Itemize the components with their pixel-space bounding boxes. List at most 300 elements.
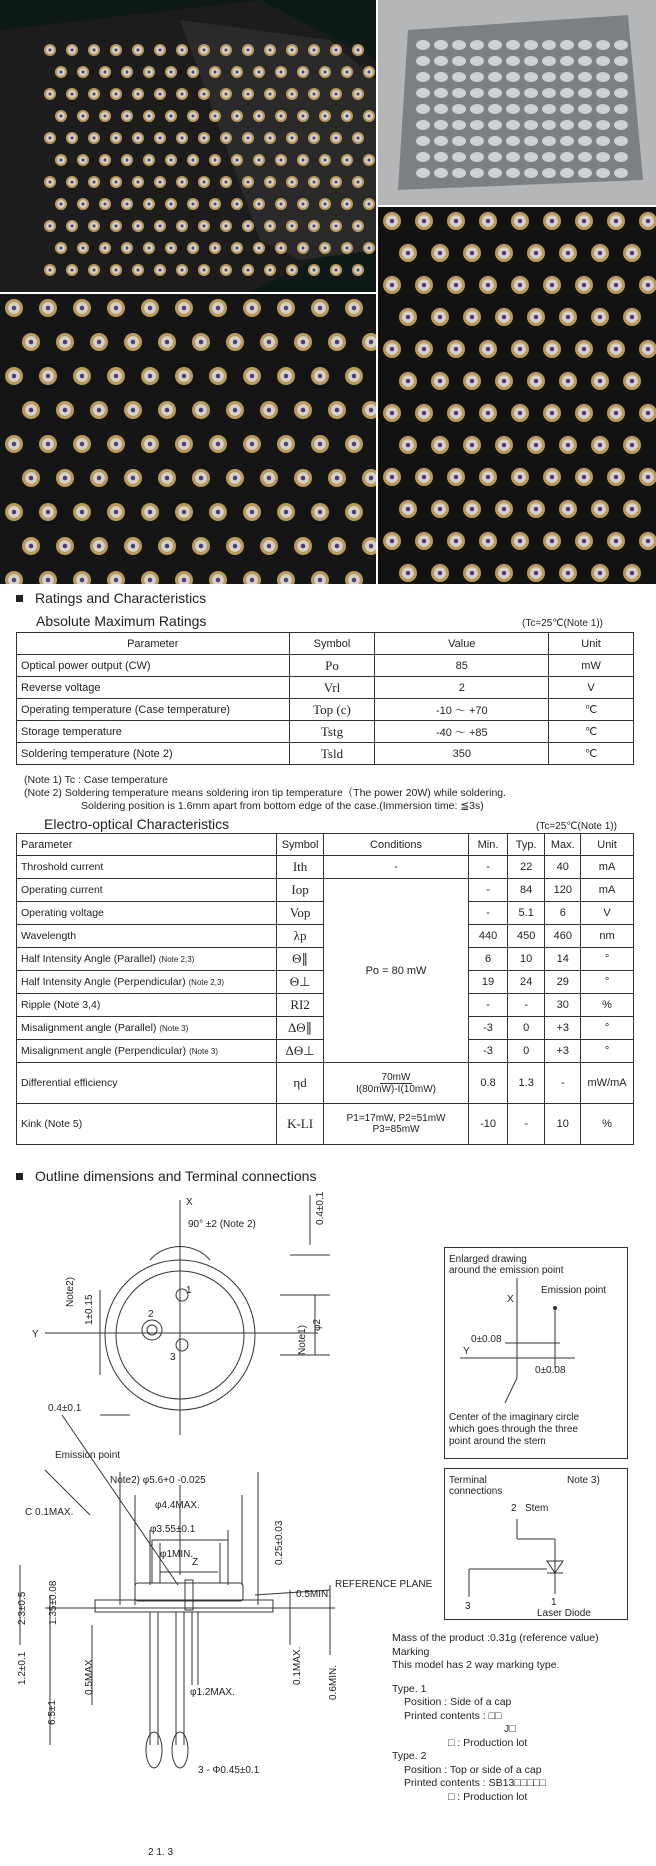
laser-diode-can	[639, 340, 656, 358]
laser-diode-can	[209, 299, 227, 317]
bag-bump	[470, 40, 484, 50]
bag-bump	[434, 40, 448, 50]
laser-diode-can	[286, 44, 298, 56]
bag-bump	[434, 120, 448, 130]
bag-bump	[506, 168, 520, 178]
laser-diode-can	[294, 333, 312, 351]
laser-diode-can	[511, 404, 529, 422]
eoc-typ-cell: 1.3	[507, 1063, 545, 1104]
laser-diode-can	[399, 372, 417, 390]
eoc-unit-cell: nm	[581, 925, 634, 948]
terminal-pin3: 3	[465, 1601, 471, 1612]
eoc-min-cell: -	[469, 902, 508, 925]
laser-diode-can	[66, 44, 78, 56]
header-typ: Typ.	[507, 834, 545, 856]
bag-bump	[560, 104, 574, 114]
bag-bump	[506, 56, 520, 66]
terminal-title-2: connections	[449, 1486, 503, 1497]
eoc-typ-cell: -	[507, 994, 545, 1017]
bag-bump	[524, 56, 538, 66]
laser-diode-can	[124, 537, 142, 555]
laser-diode-can	[198, 88, 210, 100]
laser-diode-can	[286, 88, 298, 100]
laser-diode-can	[363, 154, 375, 166]
ratings-symbol-cell: Po	[289, 655, 375, 677]
laser-diode-can	[311, 571, 329, 584]
laser-diode-can	[463, 244, 481, 262]
laser-diode-can	[110, 220, 122, 232]
bag-bump	[506, 104, 520, 114]
laser-diode-can	[415, 340, 433, 358]
laser-diode-can	[22, 469, 40, 487]
laser-diode-can	[607, 212, 625, 230]
header-unit: Unit	[581, 834, 634, 856]
laser-diode-can	[286, 264, 298, 276]
laser-diode-can	[527, 308, 545, 326]
laser-diode-can	[362, 333, 376, 351]
laser-diode-can	[319, 66, 331, 78]
terminal-pin1: 1	[551, 1597, 557, 1608]
dim-025-label: 0.25±0.03	[274, 1520, 285, 1565]
phi12-label: φ1.2MAX.	[190, 1687, 235, 1698]
laser-diode-can	[330, 44, 342, 56]
laser-diode-can	[124, 469, 142, 487]
laser-diode-can	[88, 88, 100, 100]
dim-05min-label: 0.5MIN.	[296, 1589, 332, 1600]
eoc-symbol-cell: Θ⊥	[277, 971, 323, 994]
bag-bump	[416, 152, 430, 162]
laser-diode-can	[209, 154, 221, 166]
bag-bump	[488, 56, 502, 66]
bag-bump	[416, 72, 430, 82]
bag-bump	[578, 72, 592, 82]
laser-diode-can	[77, 154, 89, 166]
laser-diode-can	[154, 88, 166, 100]
laser-diode-can	[447, 532, 465, 550]
eoc-symbol-cell: λp	[277, 925, 323, 948]
laser-diode-can	[543, 276, 561, 294]
eoc-efficiency-condition-cell	[323, 1063, 468, 1104]
laser-diode-can	[143, 242, 155, 254]
laser-diode-can	[44, 132, 56, 144]
bag-bump	[614, 168, 628, 178]
enlarged-caption-3: point around the stem	[449, 1436, 546, 1447]
laser-diode-can	[187, 66, 199, 78]
bag-bump	[542, 88, 556, 98]
laser-diode-can	[463, 500, 481, 518]
square-bullet-icon	[16, 595, 23, 602]
laser-diode-can	[511, 468, 529, 486]
eoc-max-cell: +3	[545, 1040, 581, 1063]
laser-diode-can	[154, 44, 166, 56]
bag-bump	[488, 40, 502, 50]
bag-bump	[434, 104, 448, 114]
bag-bump	[506, 152, 520, 162]
laser-diode-can	[132, 220, 144, 232]
laser-diode-can	[328, 469, 346, 487]
laser-diode-can	[311, 367, 329, 385]
laser-diode-can	[362, 469, 376, 487]
laser-diode-can	[575, 212, 593, 230]
laser-diode-can	[543, 404, 561, 422]
bag-bump	[434, 88, 448, 98]
laser-diode-can	[55, 198, 67, 210]
laser-diode-can	[175, 571, 193, 584]
closeup-photo-right	[378, 207, 656, 584]
absolute-max-ratings-table	[16, 632, 634, 765]
laser-diode-can	[56, 401, 74, 419]
bag-bump	[578, 136, 592, 146]
bag-bump	[524, 120, 538, 130]
laser-diode-can	[121, 242, 133, 254]
laser-diode-can	[607, 532, 625, 550]
eoc-unit-cell: °	[581, 1017, 634, 1040]
laser-diode-can	[110, 132, 122, 144]
eoc-min-cell: 0.8	[469, 1063, 508, 1104]
laser-diode-can	[55, 110, 67, 122]
laser-diode-can	[319, 198, 331, 210]
laser-diode-can	[591, 500, 609, 518]
dim-12-label: 1.2±0.1	[17, 1651, 28, 1685]
laser-diode-can	[175, 299, 193, 317]
eoc-param-note: (Note 3)	[189, 1047, 218, 1056]
laser-diode-can	[330, 132, 342, 144]
bag-bump	[578, 120, 592, 130]
enlarged-drawing-box	[444, 1247, 628, 1459]
laser-diode-can	[286, 176, 298, 188]
laser-diode-can	[5, 503, 23, 521]
laser-diode-can	[132, 44, 144, 56]
bag-bump	[524, 152, 538, 162]
laser-diode-can	[479, 340, 497, 358]
laser-diode-can	[341, 154, 353, 166]
bag-bump	[614, 120, 628, 130]
eoc-max-cell: 14	[545, 948, 581, 971]
note-2a: (Note 2) Soldering temperature means soldering iron tip temperature（The power 20W) while soldering.	[24, 787, 507, 799]
laser-diode-can	[209, 110, 221, 122]
eoc-min-cell: 440	[469, 925, 508, 948]
laser-diode-can	[242, 264, 254, 276]
laser-diode-can	[311, 299, 329, 317]
laser-diode-can	[319, 154, 331, 166]
laser-diode-can	[243, 571, 261, 584]
laser-diode-can	[294, 469, 312, 487]
ratings-section-title: Ratings and Characteristics	[16, 590, 206, 606]
laser-diode-can	[141, 435, 159, 453]
laser-diode-can	[352, 88, 364, 100]
eoc-param-note: (Note 2,3)	[188, 978, 225, 987]
laser-diode-can	[220, 88, 232, 100]
bag-bump	[488, 120, 502, 130]
laser-diode-can	[132, 132, 144, 144]
bag-bump	[578, 56, 592, 66]
enlarged-title-1: Enlarged drawing	[449, 1254, 527, 1265]
eoc-max-cell: 30	[545, 994, 581, 1017]
laser-diode-can	[463, 308, 481, 326]
laser-diode-can	[543, 212, 561, 230]
laser-diode-can	[5, 299, 23, 317]
ratings-param-cell: Storage temperature	[17, 721, 290, 743]
ratings-value-cell: -40 ～ +85	[375, 721, 549, 743]
package-photo	[378, 0, 656, 205]
laser-diode-can	[231, 110, 243, 122]
laser-diode-can	[198, 132, 210, 144]
laser-diode-can	[121, 66, 133, 78]
eoc-typ-cell: 0	[507, 1017, 545, 1040]
laser-diode-can	[99, 198, 111, 210]
amr-condition: (Tc=25℃(Note 1))	[522, 618, 603, 629]
laser-diode-can	[124, 401, 142, 419]
laser-diode-can	[192, 537, 210, 555]
laser-diode-can	[575, 532, 593, 550]
laser-diode-can	[253, 242, 265, 254]
laser-diode-can	[447, 468, 465, 486]
type1-contents: Printed contents : □□	[404, 1709, 502, 1722]
laser-diode-can	[345, 367, 363, 385]
bag-bump	[542, 72, 556, 82]
dim-04-bottom: 0.4±0.1	[48, 1403, 82, 1414]
eoc-min-cell: -10	[469, 1104, 508, 1145]
eoc-typ-cell: -	[507, 1104, 545, 1145]
laser-diode-can	[511, 340, 529, 358]
eoc-symbol-cell: Ith	[277, 856, 323, 879]
eoc-unit-cell: %	[581, 1104, 634, 1145]
laser-diode-can	[495, 308, 513, 326]
terminal-stem-label: Stem	[525, 1503, 549, 1514]
laser-diode-can	[55, 66, 67, 78]
laser-diode-can	[242, 220, 254, 232]
amr-notes	[24, 774, 506, 813]
bag-bump	[560, 40, 574, 50]
laser-diode-can	[175, 367, 193, 385]
type1-lot: □ : Production lot	[448, 1736, 528, 1749]
eoc-max-cell: -	[545, 1063, 581, 1104]
laser-diode-can	[399, 564, 417, 582]
ratings-value-cell: 85	[375, 655, 549, 677]
laser-diode-can	[308, 44, 320, 56]
laser-diode-can	[90, 401, 108, 419]
dim-04-top: 0.4±0.1	[315, 1191, 326, 1225]
type2-lot: □ : Production lot	[448, 1790, 528, 1803]
laser-diode-can	[415, 532, 433, 550]
bag-bump	[470, 136, 484, 146]
laser-diode-can	[175, 435, 193, 453]
laser-diode-can	[264, 88, 276, 100]
eoc-param-cell	[17, 925, 277, 948]
laser-diode-can	[495, 372, 513, 390]
laser-diode-can	[143, 198, 155, 210]
type2-title: Type. 2	[392, 1750, 427, 1762]
laser-diode-can	[154, 176, 166, 188]
laser-diode-can	[77, 66, 89, 78]
laser-diode-can	[639, 276, 656, 294]
laser-diode-can	[158, 333, 176, 351]
laser-diode-can	[77, 242, 89, 254]
laser-diode-can	[264, 44, 276, 56]
amr-title: Absolute Maximum Ratings	[36, 613, 207, 629]
table-header-row	[17, 834, 634, 856]
dim-23-label: 2.3±0.5	[17, 1591, 28, 1625]
laser-diode-can	[543, 340, 561, 358]
laser-diode-can	[198, 264, 210, 276]
laser-diode-can	[56, 333, 74, 351]
laser-diode-can	[56, 469, 74, 487]
header-conditions: Conditions	[323, 834, 468, 856]
ratings-value-cell: -10 ～ +70	[375, 699, 549, 721]
laser-diode-can	[330, 220, 342, 232]
terminal-title-1: Terminal	[449, 1475, 487, 1486]
laser-diode-can	[56, 537, 74, 555]
laser-diode-can	[345, 571, 363, 584]
table-row	[17, 1104, 634, 1145]
eoc-common-condition-cell: Po = 80 mW	[323, 879, 468, 1063]
pins-bottom-label: 2 1. 3	[148, 1847, 174, 1858]
eoc-param-label: Misalignment angle (Perpendicular)	[21, 1045, 187, 1057]
laser-diode-can	[543, 532, 561, 550]
laser-diode-can	[220, 176, 232, 188]
bag-bump	[560, 72, 574, 82]
laser-diode-can	[165, 66, 177, 78]
laser-diode-can	[242, 176, 254, 188]
laser-diode-can	[383, 468, 401, 486]
eoc-param-cell	[17, 879, 277, 902]
laser-diode-can	[277, 299, 295, 317]
laser-diode-can	[209, 367, 227, 385]
laser-diode-can	[66, 176, 78, 188]
laser-diode-can	[297, 110, 309, 122]
laser-diode-can	[447, 404, 465, 422]
laser-diode-can	[527, 564, 545, 582]
laser-diode-can	[39, 367, 57, 385]
laser-diode-can	[495, 564, 513, 582]
bag-bump	[524, 168, 538, 178]
laser-diode-can	[243, 367, 261, 385]
table-row	[17, 856, 634, 879]
closeup-photo-left	[0, 294, 376, 584]
laser-diode-can	[328, 401, 346, 419]
laser-diode-can	[243, 435, 261, 453]
laser-diode-can	[639, 212, 656, 230]
laser-diode-can	[88, 132, 100, 144]
bag-bump	[614, 72, 628, 82]
laser-diode-can	[44, 88, 56, 100]
eoc-min-cell: -	[469, 856, 508, 879]
laser-diode-can	[431, 244, 449, 262]
dim-01max-label: 0.1MAX.	[292, 1646, 303, 1685]
laser-diode-can	[363, 110, 375, 122]
laser-diode-can	[352, 176, 364, 188]
bag-bump	[560, 120, 574, 130]
bag-bump	[524, 72, 538, 82]
laser-diode-can	[311, 503, 329, 521]
type2-contents: Printed contents : SB13□□□□□	[404, 1777, 547, 1789]
eoc-param-label: Half Intensity Angle (Parallel)	[21, 953, 156, 965]
laser-diode-can	[447, 276, 465, 294]
electro-optical-table	[16, 833, 634, 1145]
laser-diode-can	[447, 340, 465, 358]
laser-diode-can	[277, 571, 295, 584]
laser-diode-can	[559, 564, 577, 582]
laser-diode-can	[226, 401, 244, 419]
eoc-max-cell: 10	[545, 1104, 581, 1145]
table-header-row	[17, 633, 634, 655]
laser-diode-can	[362, 401, 376, 419]
bag-bump	[578, 152, 592, 162]
eoc-symbol-cell: ΔΘ⊥	[277, 1040, 323, 1063]
laser-diode-can	[479, 276, 497, 294]
bag-bump	[542, 120, 556, 130]
laser-diode-can	[277, 435, 295, 453]
laser-diode-can	[220, 44, 232, 56]
eoc-param-label: Operating current	[21, 884, 103, 896]
header-symbol: Symbol	[289, 633, 375, 655]
ratings-value-cell: 2	[375, 677, 549, 699]
laser-diode-can	[559, 244, 577, 262]
laser-diode-can	[330, 88, 342, 100]
laser-diode-can	[308, 176, 320, 188]
laser-diode-can	[479, 468, 497, 486]
laser-diode-can	[575, 468, 593, 486]
eoc-typ-cell: 5.1	[507, 902, 545, 925]
laser-diode-can	[352, 220, 364, 232]
laser-diode-can	[226, 537, 244, 555]
bag-bump	[416, 88, 430, 98]
eoc-unit-cell: °	[581, 948, 634, 971]
laser-diode-can	[575, 340, 593, 358]
fraction-denominator: I(80mW)-I(10mW)	[356, 1084, 436, 1095]
bag-bump	[578, 40, 592, 50]
laser-diode-can	[345, 435, 363, 453]
laser-diode-can	[176, 264, 188, 276]
laser-diode-can	[415, 276, 433, 294]
laser-diode-can	[66, 88, 78, 100]
laser-diode-can	[264, 264, 276, 276]
bag-bump	[596, 136, 610, 146]
laser-diode-can	[5, 435, 23, 453]
laser-diode-can	[198, 44, 210, 56]
bag-bump	[596, 120, 610, 130]
bag-bump	[578, 168, 592, 178]
laser-diode-can	[495, 244, 513, 262]
laser-diode-can	[77, 110, 89, 122]
eoc-symbol-cell: RI2	[277, 994, 323, 1017]
terminal-pin2: 2	[511, 1503, 517, 1514]
bag-bump	[506, 40, 520, 50]
eoc-symbol-cell: Vop	[277, 902, 323, 925]
laser-diode-can	[242, 88, 254, 100]
eoc-typ-cell: 10	[507, 948, 545, 971]
laser-diode-can	[308, 264, 320, 276]
bag-bump	[542, 104, 556, 114]
eoc-param-cell	[17, 994, 277, 1017]
laser-diode-can	[231, 242, 243, 254]
laser-diode-can	[559, 372, 577, 390]
laser-diode-can	[66, 264, 78, 276]
laser-diode-can	[341, 198, 353, 210]
laser-diode-can	[277, 503, 295, 521]
table-row	[17, 699, 634, 721]
laser-diode-can	[110, 44, 122, 56]
laser-diode-can	[345, 299, 363, 317]
bag-bump	[614, 104, 628, 114]
laser-diode-can	[607, 468, 625, 486]
ratings-value-cell: 350	[375, 743, 549, 765]
eoc-max-cell: +3	[545, 1017, 581, 1040]
laser-diode-can	[479, 532, 497, 550]
laser-diode-can	[165, 110, 177, 122]
ratings-symbol-cell: Tsld	[289, 743, 375, 765]
table-row	[17, 655, 634, 677]
